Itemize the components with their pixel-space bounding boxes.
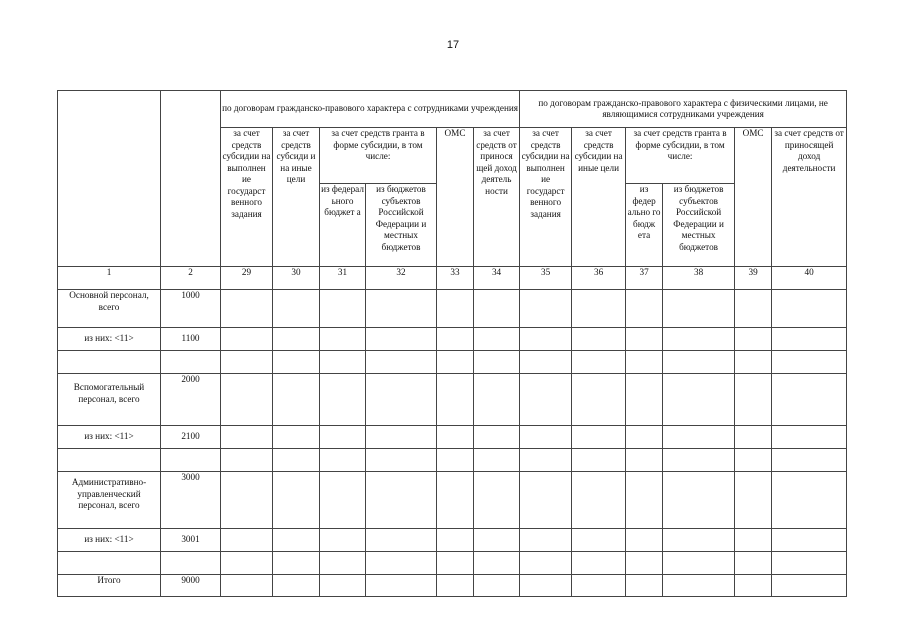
table-row bbox=[58, 552, 847, 575]
total-label: Итого bbox=[58, 575, 161, 597]
input-cell[interactable] bbox=[221, 449, 273, 472]
input-cell[interactable] bbox=[663, 290, 735, 328]
header-b-grant-federal: из федер ально го бюдж ета bbox=[626, 184, 663, 267]
column-number: 35 bbox=[520, 267, 572, 290]
header-blank-name bbox=[58, 91, 161, 267]
table-row bbox=[58, 529, 847, 552]
table-row bbox=[58, 472, 847, 529]
column-number: 32 bbox=[366, 267, 437, 290]
input-cell[interactable] bbox=[520, 575, 572, 597]
input-cell[interactable] bbox=[572, 449, 626, 472]
input-cell[interactable] bbox=[273, 472, 320, 529]
input-cell[interactable] bbox=[474, 575, 520, 597]
input-cell[interactable] bbox=[320, 426, 366, 449]
input-cell[interactable] bbox=[437, 426, 474, 449]
input-cell[interactable] bbox=[474, 351, 520, 374]
header-a-oms: ОМС bbox=[437, 128, 474, 267]
empty-cell bbox=[161, 552, 221, 575]
input-cell[interactable] bbox=[221, 290, 273, 328]
input-cell[interactable] bbox=[735, 351, 772, 374]
input-cell[interactable] bbox=[663, 575, 735, 597]
input-cell[interactable] bbox=[320, 472, 366, 529]
column-number: 34 bbox=[474, 267, 520, 290]
input-cell[interactable] bbox=[320, 552, 366, 575]
input-cell[interactable] bbox=[572, 351, 626, 374]
row-name: Основной персонал, всего bbox=[58, 290, 161, 328]
total-code: 9000 bbox=[161, 575, 221, 597]
input-cell[interactable] bbox=[626, 472, 663, 529]
table-row bbox=[58, 449, 847, 472]
input-cell[interactable] bbox=[572, 552, 626, 575]
empty-cell bbox=[161, 449, 221, 472]
table-row bbox=[58, 426, 847, 449]
header-a-subsidy-other: за счет средств субсиди и на иные цели bbox=[273, 128, 320, 267]
input-cell[interactable] bbox=[520, 552, 572, 575]
input-cell[interactable] bbox=[273, 290, 320, 328]
column-number: 33 bbox=[437, 267, 474, 290]
input-cell[interactable] bbox=[772, 351, 847, 374]
input-cell[interactable] bbox=[437, 529, 474, 552]
input-cell[interactable] bbox=[221, 351, 273, 374]
input-cell[interactable] bbox=[437, 374, 474, 426]
input-cell[interactable] bbox=[366, 426, 437, 449]
input-cell[interactable] bbox=[221, 426, 273, 449]
header-group-individuals: по договорам гражданско-правового характера с физическими лицами, не являющимися сотрудниками учреждения bbox=[520, 91, 847, 128]
column-number-row bbox=[58, 267, 847, 290]
input-cell[interactable] bbox=[572, 472, 626, 529]
row-code: 3000 bbox=[161, 472, 221, 529]
input-cell[interactable] bbox=[320, 529, 366, 552]
input-cell[interactable] bbox=[735, 472, 772, 529]
table-row bbox=[58, 328, 847, 351]
input-cell[interactable] bbox=[520, 529, 572, 552]
input-cell[interactable] bbox=[772, 472, 847, 529]
input-cell[interactable] bbox=[273, 575, 320, 597]
input-cell[interactable] bbox=[626, 575, 663, 597]
input-cell[interactable] bbox=[320, 449, 366, 472]
input-cell[interactable] bbox=[273, 529, 320, 552]
input-cell[interactable] bbox=[520, 472, 572, 529]
row-name: Вспомогательный персонал, всего bbox=[58, 374, 161, 426]
page-number: 17 bbox=[446, 39, 460, 51]
input-cell[interactable] bbox=[572, 328, 626, 351]
input-cell[interactable] bbox=[320, 575, 366, 597]
header-b-subsidy-task: за счет средств субсидии на выполнен ие государст венного задания bbox=[520, 128, 572, 267]
input-cell[interactable] bbox=[474, 472, 520, 529]
input-cell[interactable] bbox=[474, 328, 520, 351]
input-cell[interactable] bbox=[772, 552, 847, 575]
staff-payments-table bbox=[57, 90, 847, 597]
input-cell[interactable] bbox=[474, 449, 520, 472]
input-cell[interactable] bbox=[221, 575, 273, 597]
input-cell[interactable] bbox=[735, 552, 772, 575]
input-cell[interactable] bbox=[437, 552, 474, 575]
header-b-grant: за счет средств гранта в форме субсидии, в том числе: bbox=[626, 128, 735, 184]
table-row bbox=[58, 290, 847, 328]
input-cell[interactable] bbox=[366, 472, 437, 529]
input-cell[interactable] bbox=[663, 449, 735, 472]
row-name: из них: <11> bbox=[58, 529, 161, 552]
row-name: Административно-управленческий персонал, всего bbox=[58, 472, 161, 529]
input-cell[interactable] bbox=[772, 328, 847, 351]
header-a-grant-regional: из бюджетов субъектов Российской Федерации и местных бюджетов bbox=[366, 184, 437, 267]
column-number: 29 bbox=[221, 267, 273, 290]
input-cell[interactable] bbox=[437, 290, 474, 328]
input-cell[interactable] bbox=[626, 290, 663, 328]
header-b-income: за счет средств от приносящей доход деятельности bbox=[772, 128, 847, 267]
input-cell[interactable] bbox=[572, 529, 626, 552]
row-code: 1000 bbox=[161, 290, 221, 328]
header-blank-code bbox=[161, 91, 221, 267]
input-cell[interactable] bbox=[221, 552, 273, 575]
empty-cell bbox=[58, 351, 161, 374]
input-cell[interactable] bbox=[663, 529, 735, 552]
row-code: 3001 bbox=[161, 529, 221, 552]
input-cell[interactable] bbox=[474, 374, 520, 426]
input-cell[interactable] bbox=[366, 374, 437, 426]
input-cell[interactable] bbox=[572, 426, 626, 449]
input-cell[interactable] bbox=[772, 374, 847, 426]
input-cell[interactable] bbox=[626, 552, 663, 575]
input-cell[interactable] bbox=[273, 426, 320, 449]
column-number: 37 bbox=[626, 267, 663, 290]
input-cell[interactable] bbox=[320, 290, 366, 328]
input-cell[interactable] bbox=[437, 328, 474, 351]
column-number: 36 bbox=[572, 267, 626, 290]
empty-cell bbox=[58, 552, 161, 575]
input-cell[interactable] bbox=[366, 449, 437, 472]
input-cell[interactable] bbox=[437, 351, 474, 374]
column-number: 38 bbox=[663, 267, 735, 290]
header-a-subsidy-task: за счет средств субсидии на выполнен ие государст венного задания bbox=[221, 128, 273, 267]
header-a-grant-federal: из федерал ьного бюджет а bbox=[320, 184, 366, 267]
input-cell[interactable] bbox=[735, 575, 772, 597]
column-number: 2 bbox=[161, 267, 221, 290]
input-cell[interactable] bbox=[572, 374, 626, 426]
input-cell[interactable] bbox=[626, 449, 663, 472]
input-cell[interactable] bbox=[520, 328, 572, 351]
input-cell[interactable] bbox=[520, 351, 572, 374]
input-cell[interactable] bbox=[520, 290, 572, 328]
input-cell[interactable] bbox=[221, 374, 273, 426]
row-name: из них: <11> bbox=[58, 426, 161, 449]
input-cell[interactable] bbox=[735, 290, 772, 328]
row-code: 1100 bbox=[161, 328, 221, 351]
input-cell[interactable] bbox=[663, 374, 735, 426]
header-a-income: за счет средств от принося щей доход деятель ности bbox=[474, 128, 520, 267]
input-cell[interactable] bbox=[772, 575, 847, 597]
input-cell[interactable] bbox=[366, 328, 437, 351]
input-cell[interactable] bbox=[626, 351, 663, 374]
input-cell[interactable] bbox=[273, 449, 320, 472]
column-number: 39 bbox=[735, 267, 772, 290]
column-number: 1 bbox=[58, 267, 161, 290]
input-cell[interactable] bbox=[273, 552, 320, 575]
input-cell[interactable] bbox=[320, 374, 366, 426]
input-cell[interactable] bbox=[366, 552, 437, 575]
input-cell[interactable] bbox=[273, 374, 320, 426]
input-cell[interactable] bbox=[772, 426, 847, 449]
input-cell[interactable] bbox=[735, 328, 772, 351]
input-cell[interactable] bbox=[663, 472, 735, 529]
input-cell[interactable] bbox=[572, 290, 626, 328]
input-cell[interactable] bbox=[735, 426, 772, 449]
input-cell[interactable] bbox=[366, 290, 437, 328]
input-cell[interactable] bbox=[366, 575, 437, 597]
input-cell[interactable] bbox=[626, 426, 663, 449]
input-cell[interactable] bbox=[437, 472, 474, 529]
column-number: 31 bbox=[320, 267, 366, 290]
input-cell[interactable] bbox=[735, 374, 772, 426]
input-cell[interactable] bbox=[772, 529, 847, 552]
header-b-grant-regional: из бюджетов субъектов Российской Федерации и местных бюджетов bbox=[663, 184, 735, 267]
row-code: 2100 bbox=[161, 426, 221, 449]
header-a-grant: за счет средств гранта в форме субсидии, в том числе: bbox=[320, 128, 437, 184]
input-cell[interactable] bbox=[735, 529, 772, 552]
input-cell[interactable] bbox=[520, 426, 572, 449]
input-cell[interactable] bbox=[273, 351, 320, 374]
input-cell[interactable] bbox=[626, 374, 663, 426]
input-cell[interactable] bbox=[474, 529, 520, 552]
input-cell[interactable] bbox=[735, 449, 772, 472]
header-group-employees: по договорам гражданско-правового характера с сотрудниками учреждения bbox=[221, 91, 520, 128]
input-cell[interactable] bbox=[663, 328, 735, 351]
input-cell[interactable] bbox=[772, 449, 847, 472]
row-code: 2000 bbox=[161, 374, 221, 426]
input-cell[interactable] bbox=[366, 351, 437, 374]
input-cell[interactable] bbox=[663, 351, 735, 374]
column-number: 30 bbox=[273, 267, 320, 290]
input-cell[interactable] bbox=[474, 552, 520, 575]
input-cell[interactable] bbox=[273, 328, 320, 351]
input-cell[interactable] bbox=[520, 374, 572, 426]
header-b-subsidy-other: за счет средств субсидии на иные цели bbox=[572, 128, 626, 267]
empty-cell bbox=[58, 449, 161, 472]
table-row-total bbox=[58, 575, 847, 597]
input-cell[interactable] bbox=[437, 575, 474, 597]
empty-cell bbox=[161, 351, 221, 374]
input-cell[interactable] bbox=[221, 472, 273, 529]
header-b-oms: ОМС bbox=[735, 128, 772, 267]
input-cell[interactable] bbox=[221, 529, 273, 552]
input-cell[interactable] bbox=[626, 328, 663, 351]
input-cell[interactable] bbox=[626, 529, 663, 552]
input-cell[interactable] bbox=[572, 575, 626, 597]
row-name: из них: <11> bbox=[58, 328, 161, 351]
input-cell[interactable] bbox=[320, 351, 366, 374]
input-cell[interactable] bbox=[520, 449, 572, 472]
input-cell[interactable] bbox=[474, 290, 520, 328]
input-cell[interactable] bbox=[437, 449, 474, 472]
input-cell[interactable] bbox=[663, 552, 735, 575]
column-number: 40 bbox=[772, 267, 847, 290]
table-row bbox=[58, 351, 847, 374]
input-cell[interactable] bbox=[474, 426, 520, 449]
input-cell[interactable] bbox=[366, 529, 437, 552]
input-cell[interactable] bbox=[320, 328, 366, 351]
input-cell[interactable] bbox=[772, 290, 847, 328]
input-cell[interactable] bbox=[221, 328, 273, 351]
table-row bbox=[58, 374, 847, 426]
input-cell[interactable] bbox=[663, 426, 735, 449]
